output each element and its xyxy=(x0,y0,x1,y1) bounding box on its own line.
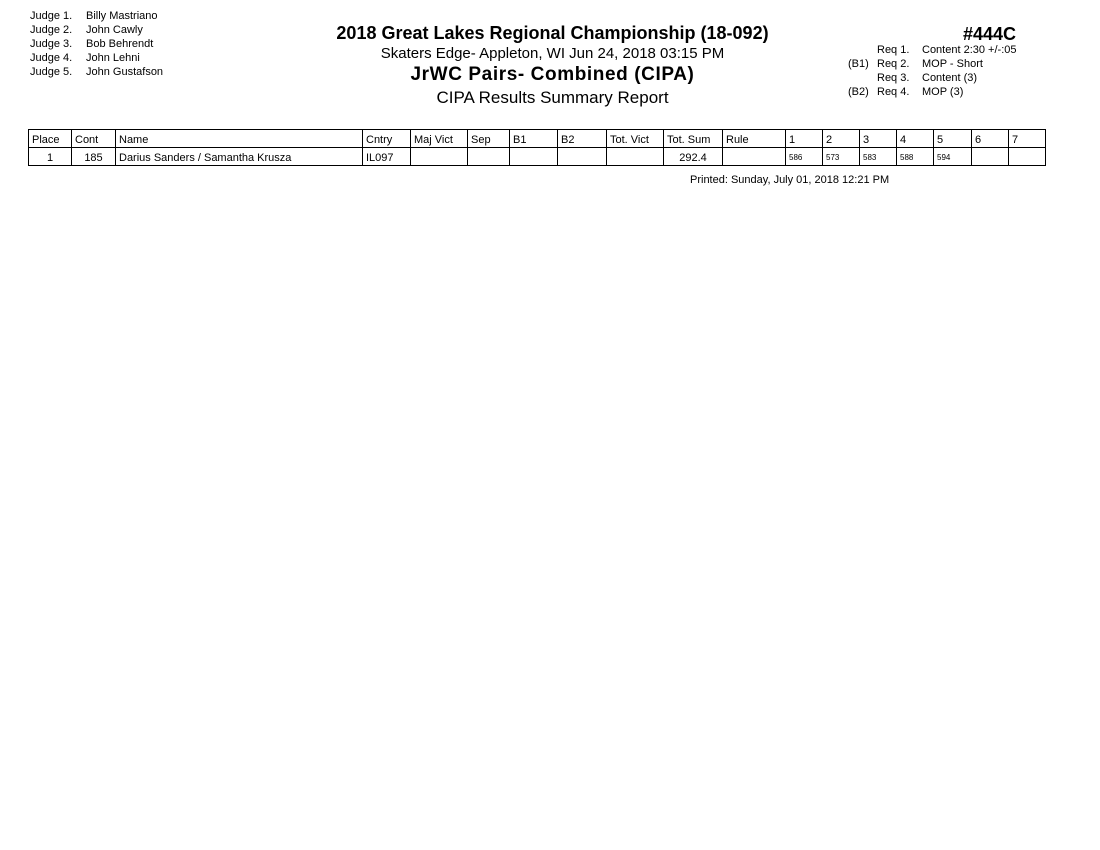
column-header: 1 xyxy=(786,130,823,148)
requirement-row xyxy=(848,71,1016,85)
cont-cell: 185 xyxy=(72,148,116,166)
requirement-text: Content (3) xyxy=(922,72,978,84)
column-header: Tot. Vict xyxy=(607,130,664,148)
b2-cell xyxy=(558,148,607,166)
tot-vict-cell xyxy=(607,148,664,166)
column-header: Place xyxy=(29,130,72,148)
table-header-row xyxy=(29,130,1046,148)
judge-row xyxy=(30,37,163,51)
judge-score-cell xyxy=(1009,148,1046,166)
requirement-row xyxy=(848,57,1016,71)
event-title: 2018 Great Lakes Regional Championship (18-092) xyxy=(336,23,769,43)
judge-name: Billy Mastriano xyxy=(86,10,158,22)
requirement-row xyxy=(848,43,1016,57)
judge-score-cell: 594 xyxy=(934,148,972,166)
column-header: 7 xyxy=(1009,130,1046,148)
judge-row xyxy=(30,23,163,37)
column-header: Tot. Sum xyxy=(664,130,723,148)
requirement-text: Content 2:30 +/-:05 xyxy=(922,44,1017,56)
requirement-prefix xyxy=(848,43,877,57)
column-header: B1 xyxy=(510,130,558,148)
judge-score-cell: 583 xyxy=(860,148,897,166)
requirement-label: Req 2. xyxy=(877,58,910,70)
judge-label: Judge 3. xyxy=(30,38,73,50)
b1-cell xyxy=(510,148,558,166)
judge-label: Judge 2. xyxy=(30,24,73,36)
requirement-text: MOP - Short xyxy=(922,58,983,70)
column-header: 6 xyxy=(972,130,1009,148)
event-location-date: Skaters Edge- Appleton, WI Jun 24, 2018 03:15 PM xyxy=(380,45,725,62)
column-header: Maj Vict xyxy=(411,130,468,148)
rule-cell xyxy=(723,148,786,166)
judge-label: Judge 5. xyxy=(30,66,73,78)
event-code: #444C xyxy=(963,24,1017,44)
judge-row xyxy=(30,65,163,79)
column-header: 5 xyxy=(934,130,972,148)
requirement-prefix: (B2) xyxy=(848,86,869,98)
division-title: JrWC Pairs- Combined (CIPA) xyxy=(410,64,695,85)
name-cell: Darius Sanders / Samantha Krusza xyxy=(116,148,363,166)
judge-list xyxy=(30,9,163,79)
column-header: 4 xyxy=(897,130,934,148)
tot-sum-cell: 292.4 xyxy=(664,148,723,166)
sep-cell xyxy=(468,148,510,166)
column-header: Name xyxy=(116,130,363,148)
judge-score-cell: 588 xyxy=(897,148,934,166)
judge-name: Bob Behrendt xyxy=(86,38,154,50)
requirement-label: Req 3. xyxy=(877,72,910,84)
printed-date: Printed: Sunday, July 01, 2018 12:21 PM xyxy=(690,174,890,186)
judge-score-cell xyxy=(972,148,1009,166)
column-header: Cont xyxy=(72,130,116,148)
requirement-row xyxy=(848,85,1016,99)
judge-label: Judge 4. xyxy=(30,52,73,64)
requirement-prefix: (B1) xyxy=(848,58,869,70)
column-header: Cntry xyxy=(363,130,411,148)
country-cell: IL097 xyxy=(363,148,411,166)
table-row xyxy=(29,148,1046,166)
judge-name: John Cawly xyxy=(86,24,143,36)
column-header: B2 xyxy=(558,130,607,148)
requirements-list xyxy=(848,43,1016,99)
judge-score-cell: 573 xyxy=(823,148,860,166)
requirement-text: MOP (3) xyxy=(922,86,964,98)
judge-label: Judge 1. xyxy=(30,10,73,22)
column-header: 2 xyxy=(823,130,860,148)
report-title: CIPA Results Summary Report xyxy=(436,88,669,107)
place-cell: 1 xyxy=(29,148,72,166)
maj-vict-cell xyxy=(411,148,468,166)
requirement-prefix xyxy=(848,71,877,85)
judge-score-cell: 586 xyxy=(786,148,823,166)
column-header: Sep xyxy=(468,130,510,148)
judge-name: John Lehni xyxy=(86,52,140,64)
column-header: 3 xyxy=(860,130,897,148)
judge-name: John Gustafson xyxy=(86,66,164,78)
results-table xyxy=(28,129,1046,166)
judge-row xyxy=(30,51,163,65)
column-header: Rule xyxy=(723,130,786,148)
report-header xyxy=(300,22,805,108)
judge-row xyxy=(30,9,163,23)
requirement-label: Req 1. xyxy=(877,44,910,56)
requirement-label: Req 4. xyxy=(877,86,910,98)
